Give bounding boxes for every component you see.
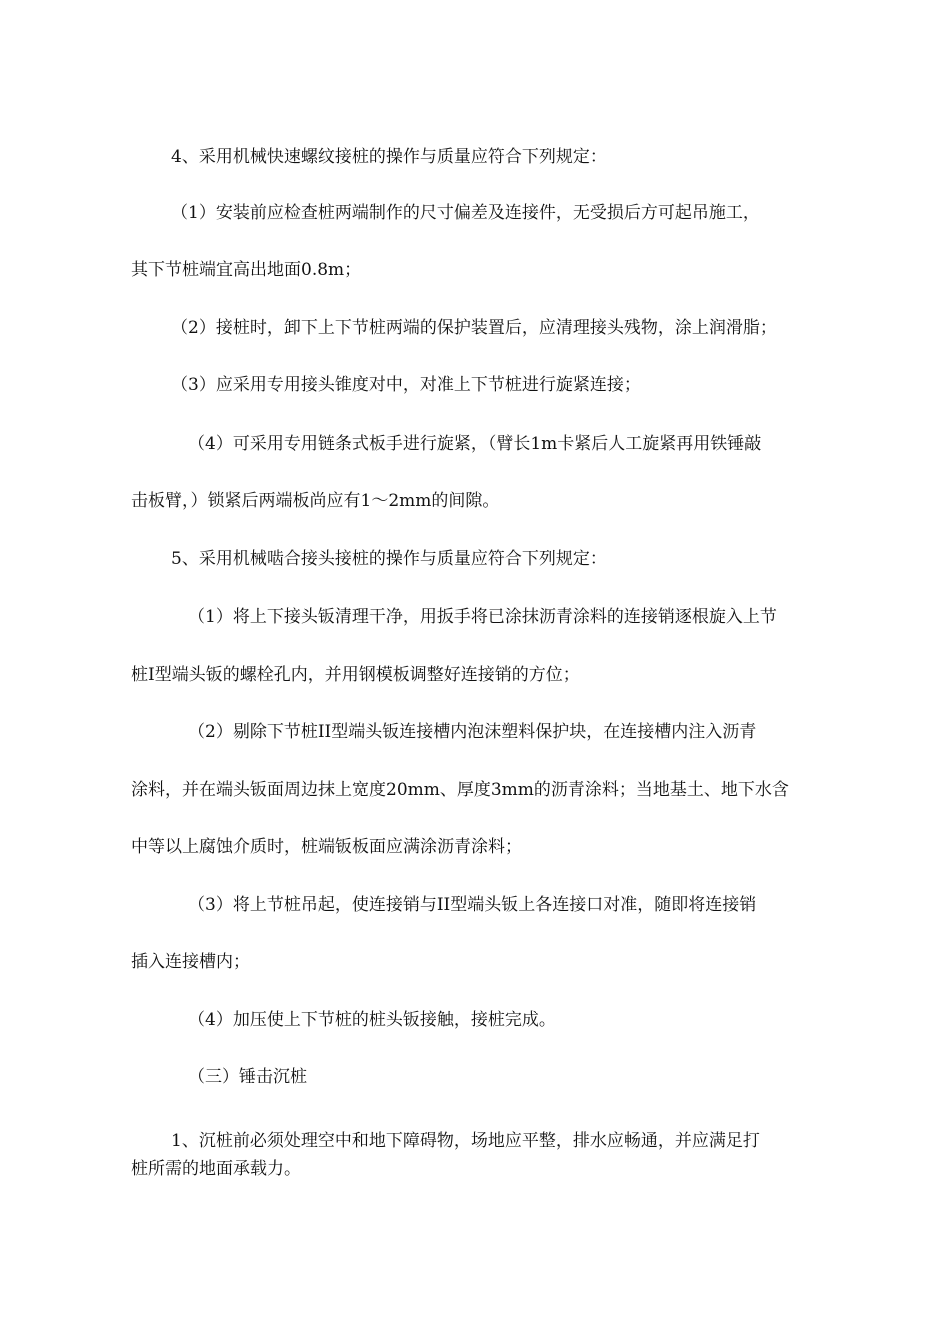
paragraph-line: 桩I型端头钣的螺栓孔内，并用钢模板调整好连接销的方位； [131, 665, 580, 685]
paragraph-line: 击板臂，）锁紧后两端板尚应有1～2mm的间隙。 [131, 491, 500, 511]
paragraph-line: 涂料，并在端头钣面周边抹上宽度20mm、厚度3mm的沥青涂料；当地基土、地下水含 [131, 780, 789, 800]
section-heading-4: 4、采用机械快速螺纹接桩的操作与质量应符合下列规定： [171, 147, 607, 167]
paragraph-line: （3）将上节桩吊起，使连接销与II型端头钣上各连接口对准，随即将连接销 [188, 895, 757, 915]
paragraph-line: （2）接桩时，卸下上下节桩两端的保护装置后，应清理接头残物，涂上润滑脂； [171, 318, 777, 338]
paragraph-line: 桩所需的地面承载力。 [131, 1159, 301, 1179]
paragraph-line: （3）应采用专用接头锥度对中，对准上下节桩进行旋紧连接； [171, 375, 641, 395]
section-heading-5: 5、采用机械啮合接头接桩的操作与质量应符合下列规定： [171, 549, 607, 569]
paragraph-line: 1、沉桩前必须处理空中和地下障碍物，场地应平整，排水应畅通，并应满足打 [171, 1131, 760, 1151]
paragraph-line: （4）可采用专用链条式板手进行旋紧，（臂长1m卡紧后人工旋紧再用铁锤敲 [188, 434, 762, 454]
paragraph-line: （1）将上下接头钣清理干净，用扳手将已涂抹沥青涂料的连接销逐根旋入上节 [188, 607, 777, 627]
paragraph-line: （4）加压使上下节桩的桩头钣接触，接桩完成。 [188, 1010, 556, 1030]
paragraph-line: 插入连接槽内； [131, 952, 250, 972]
paragraph-line: 其下节桩端宜高出地面0.8m； [131, 260, 362, 280]
paragraph-line: （2）剔除下节桩II型端头钣连接槽内泡沫塑料保护块，在连接槽内注入沥青 [188, 722, 757, 742]
paragraph-line: 中等以上腐蚀介质时，桩端钣板面应满涂沥青涂料； [131, 837, 522, 857]
paragraph-line: （1）安装前应检查桩两端制作的尺寸偏差及连接件，无受损后方可起吊施工， [171, 203, 760, 223]
subsection-heading: （三）锤击沉桩 [188, 1067, 307, 1087]
